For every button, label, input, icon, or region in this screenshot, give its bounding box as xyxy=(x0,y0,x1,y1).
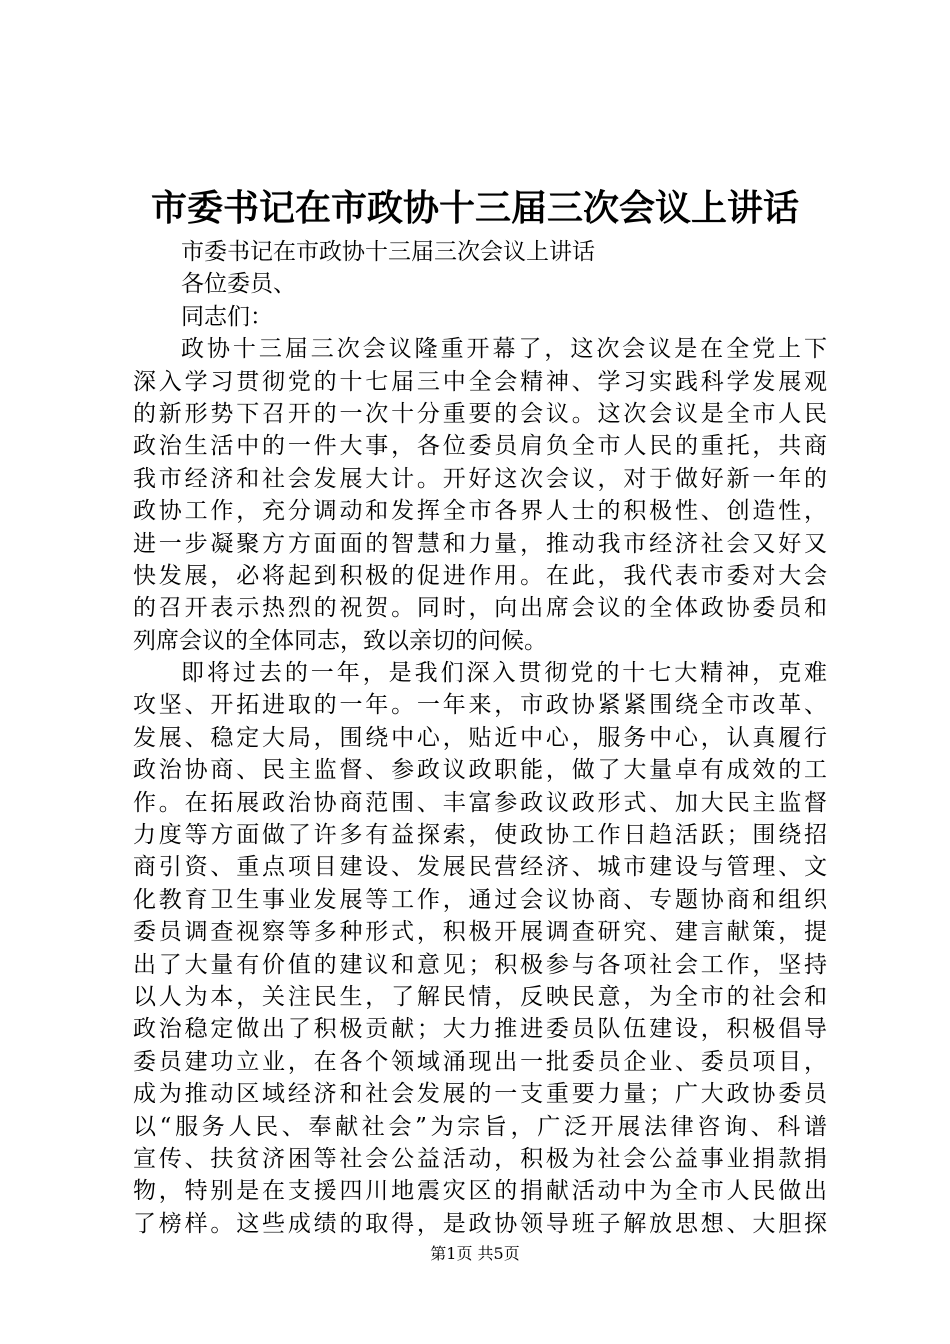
text-line: 物，特别是在支援四川地震灾区的捐献活动中为全市人民做出 xyxy=(133,1178,827,1205)
text-line: 攻坚、开拓进取的一年。一年来，市政协紧紧围绕全市改革、 xyxy=(133,692,827,719)
text-line: 市委书记在市政协十三届三次会议上讲话 xyxy=(181,239,595,265)
text-line: 出了大量有价值的建议和意见；积极参与各项社会工作，坚持 xyxy=(133,951,827,978)
text-line: 委员调查视察等多种形式，积极开展调查研究、建言献策，提 xyxy=(133,919,827,946)
page-footer: 第1页 共5页 xyxy=(430,1244,520,1263)
text-line: 政协十三届三次会议隆重开幕了，这次会议是在全党上下 xyxy=(181,336,827,363)
text-line: 我市经济和社会发展大计。开好这次会议，对于做好新一年的 xyxy=(133,465,827,492)
text-line: 委员建功立业，在各个领域涌现出一批委员企业、委员项目， xyxy=(133,1048,827,1075)
text-line: 商引资、重点项目建设、发展民营经济、城市建设与管理、文 xyxy=(133,854,827,881)
text-line: 作。在拓展政治协商范围、丰富参政议政形式、加大民主监督 xyxy=(133,789,827,816)
text-line: 以人为本，关注民生，了解民情，反映民意，为全市的社会和 xyxy=(133,983,827,1010)
text-line: 化教育卫生事业发展等工作，通过会议协商、专题协商和组织 xyxy=(133,886,827,913)
text-line: 即将过去的一年，是我们深入贯彻党的十七大精神，克难 xyxy=(181,660,827,687)
text-line: 成为推动区域经济和社会发展的一支重要力量；广大政协委员 xyxy=(133,1081,827,1108)
text-line: 同志们： xyxy=(181,303,273,330)
text-line: 各位委员、 xyxy=(181,271,296,298)
text-line: 发展、稳定大局，围绕中心，贴近中心，服务中心，认真履行 xyxy=(133,724,827,751)
document-title: 市委书记在市政协十三届三次会议上讲话 xyxy=(150,188,799,229)
text-line: 列席会议的全体同志，致以亲切的问候。 xyxy=(133,627,547,654)
text-line: 政治生活中的一件大事，各位委员肩负全市人民的重托，共商 xyxy=(133,433,827,460)
text-line: 的新形势下召开的一次十分重要的会议。这次会议是全市人民 xyxy=(133,400,827,427)
text-line: 政协工作，充分调动和发挥全市各界人士的积极性、创造性， xyxy=(133,498,827,525)
text-line: 以“服务人民、奉献社会”为宗旨，广泛开展法律咨询、科谱 xyxy=(133,1113,827,1140)
document-body xyxy=(133,236,827,1240)
text-line: 进一步凝聚方方面面的智慧和力量，推动我市经济社会又好又 xyxy=(133,530,827,557)
text-line: 政治稳定做出了积极贡献；大力推进委员队伍建设，积极倡导 xyxy=(133,1016,827,1043)
text-line: 宣传、扶贫济困等社会公益活动，积极为社会公益事业捐款捐 xyxy=(133,1145,827,1172)
text-line: 政治协商、民主监督、参政议政职能，做了大量卓有成效的工 xyxy=(133,757,827,784)
text-line: 力度等方面做了许多有益探索，使政协工作日趋活跃；围绕招 xyxy=(133,822,827,849)
text-line: 了榜样。这些成绩的取得，是政协领导班子解放思想、大胆探 xyxy=(133,1210,827,1237)
text-line: 深入学习贯彻党的十七届三中全会精神、学习实践科学发展观 xyxy=(133,368,827,395)
text-line: 快发展，必将起到积极的促进作用。在此，我代表市委对大会 xyxy=(133,562,827,589)
text-line: 的召开表示热烈的祝贺。同时，向出席会议的全体政协委员和 xyxy=(133,595,827,622)
